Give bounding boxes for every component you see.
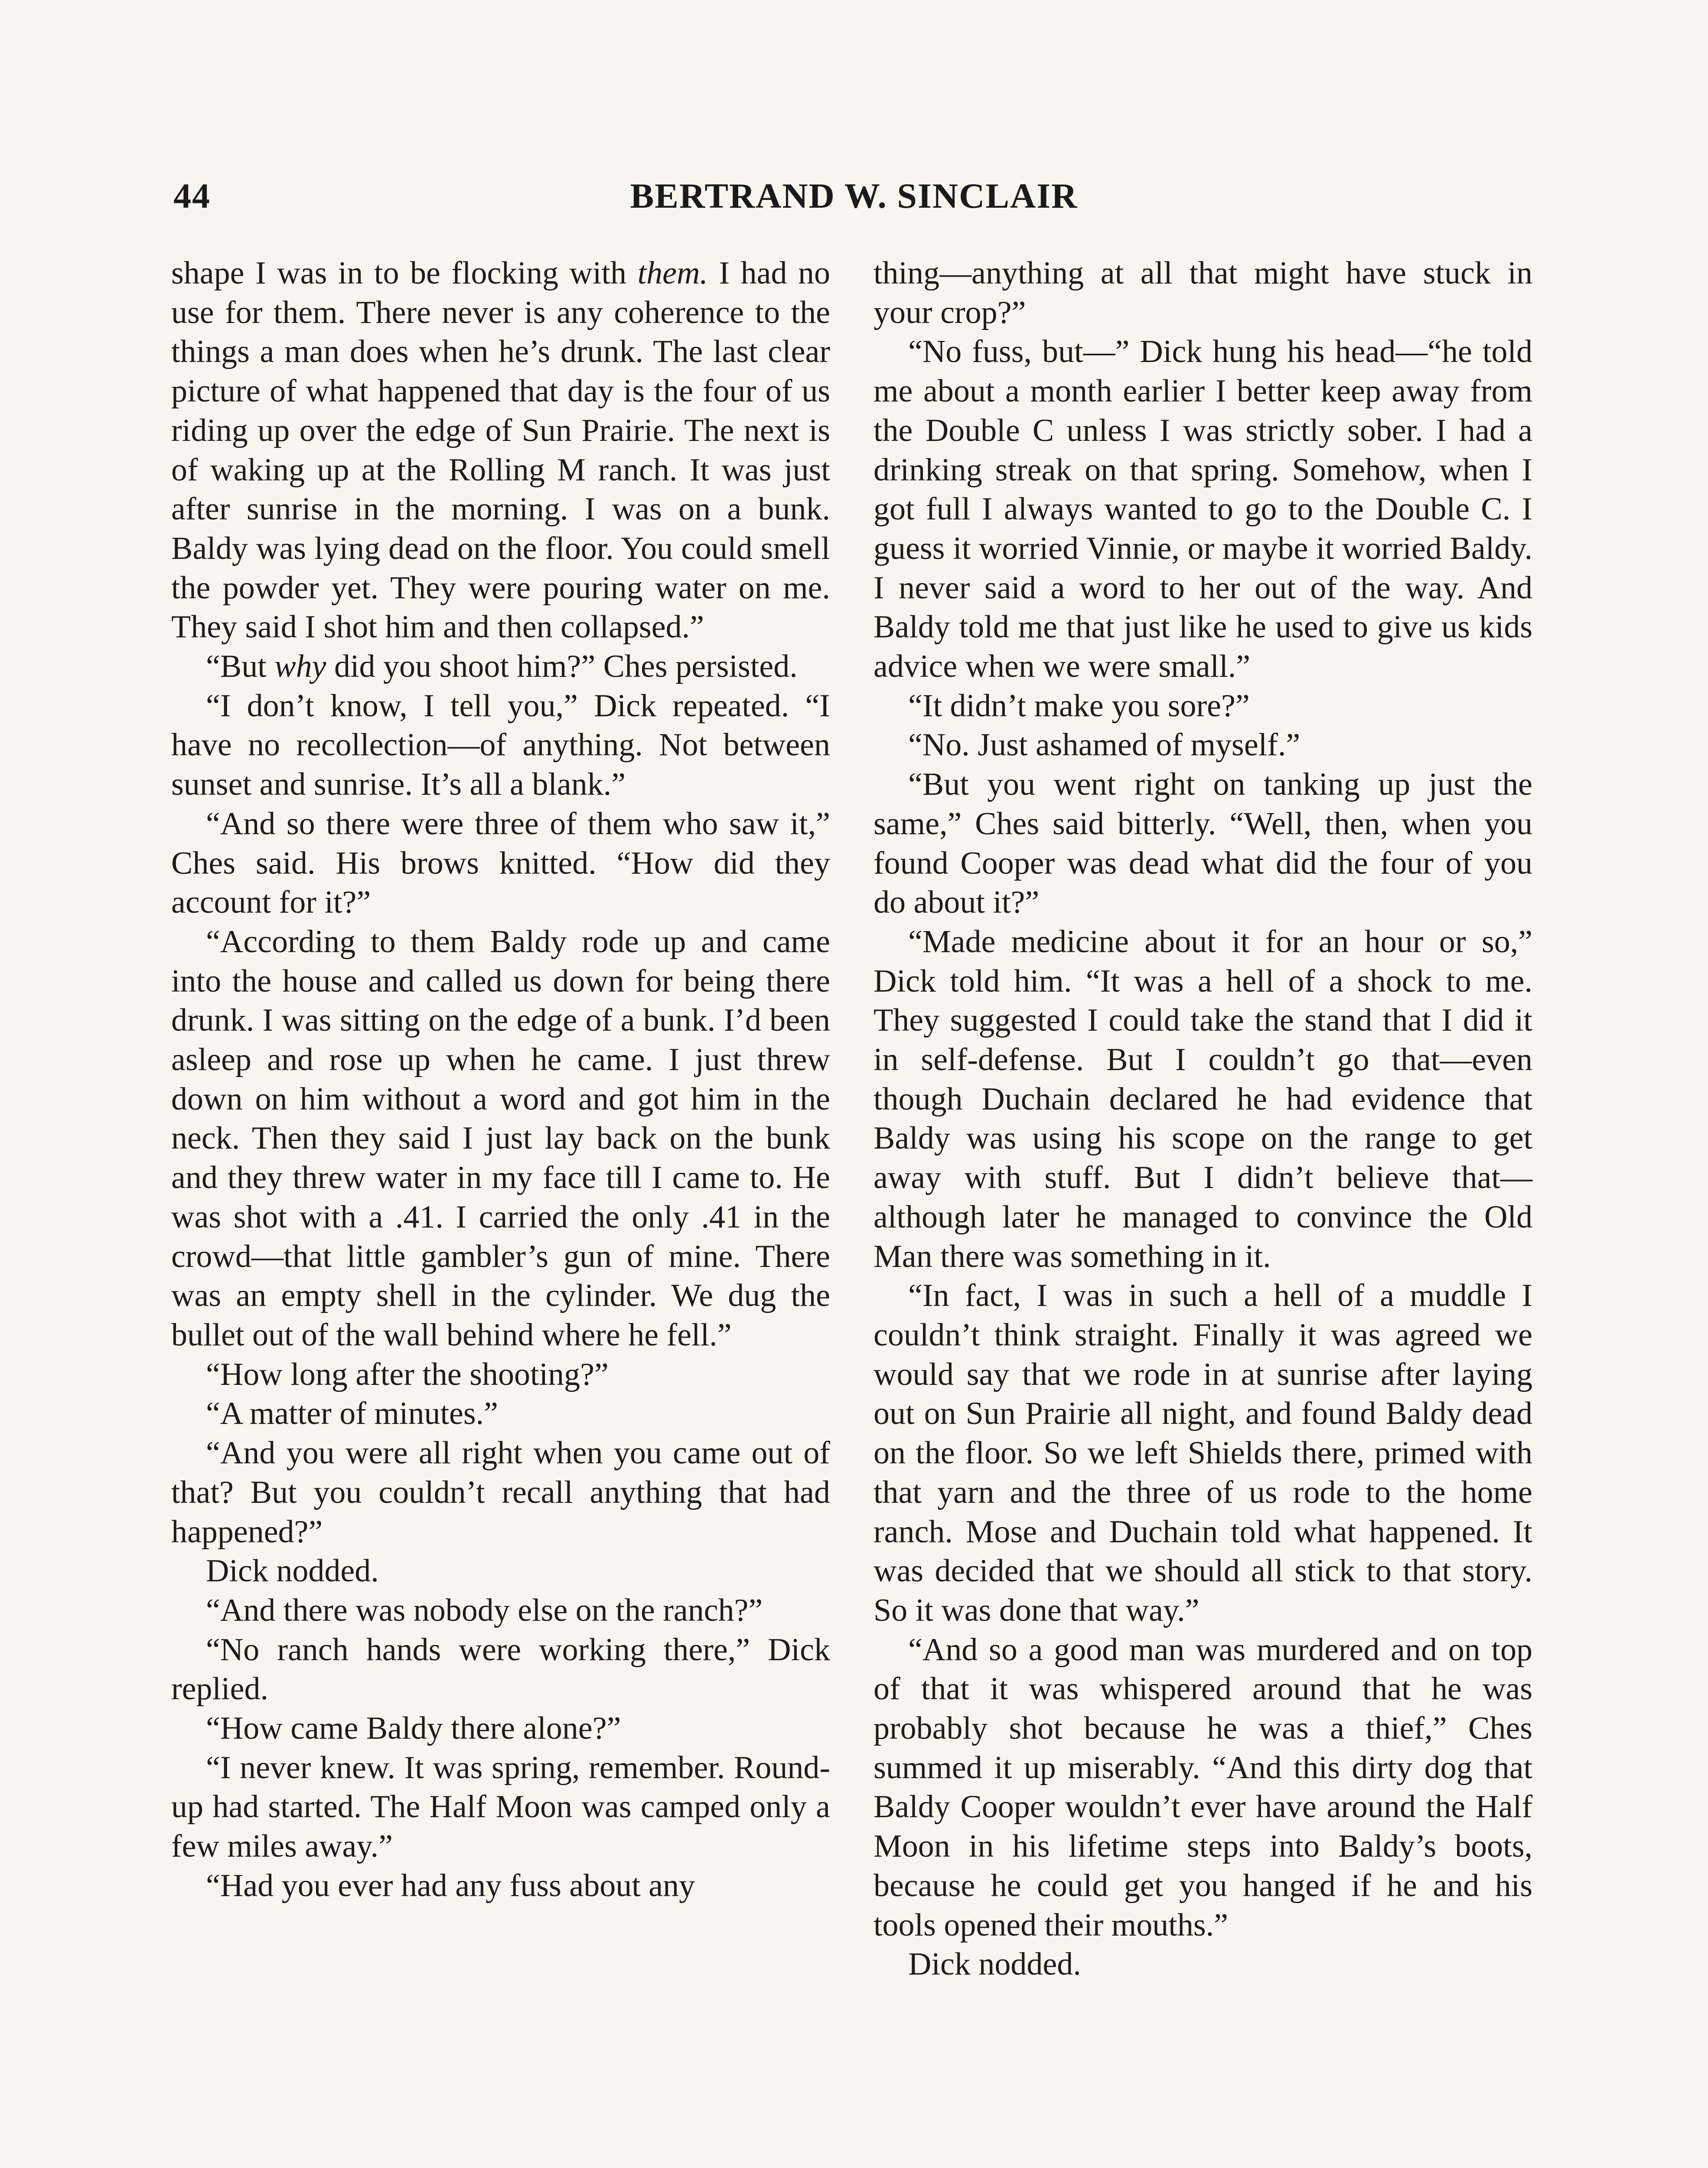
paragraph: Dick nodded.: [206, 1553, 379, 1589]
paragraph: Dick nodded.: [908, 1946, 1081, 1982]
paragraph: “And so a good man was murdered and on top of that it was whispered around that he was probably shot because he was a thief,” Ches summed it up miserably. “And this dirty dog that Baldy Cooper wouldn’t ever have around the Half Moon in his lifetime steps into Baldy’s boots, because he could get you hanged if he and his tools opened their mouths.”: [874, 1632, 1532, 1943]
paragraph: “No. Just ashamed of myself.”: [908, 727, 1301, 763]
paragraph: “Had you ever had any fuss about any: [206, 1868, 695, 1904]
paragraph: shape I was in to be flocking with them. I had no use for them. There never is any coherence to the things a man does when he’s drunk. The last clear picture of what happened that day is the four of us riding up over the edge of Sun Prairie. The next is of waking up at the Rolling M ranch. It was just after sunrise in the morning. I was on a bunk. Baldy was lying dead on the floor. You could smell the powder yet. They were pouring water on me. They said I shot him and then collapsed.”: [171, 255, 830, 645]
page-header: [173, 176, 1535, 223]
page-number: 44: [173, 176, 211, 215]
paragraph: “No fuss, but—” Dick hung his head—“he told me about a month earlier I better keep away from the Double C unless I was strictly sober. I had a drinking streak on that spring. Somehow, when I got full I always wanted to go to the Double C. I guess it worried Vinnie, or maybe it worried Baldy. I never said a word to her out of the way. And Baldy told me that just like he used to give us kids advice when we were small.”: [874, 334, 1532, 685]
emphasis: why: [274, 649, 326, 685]
paragraph: “But you went right on tanking up just the same,” Ches said bitterly. “Well, then, when you found Cooper was dead what did the four of you do about it?”: [874, 767, 1532, 921]
emphasis: them.: [637, 255, 708, 291]
paragraph: “In fact, I was in such a hell of a muddle I couldn’t think straight. Finally it was agreed we would say that we rode in at sunrise after laying out on Sun Prairie all night, and found Baldy dead on the floor. So we left Shields there, primed with that yarn and the three of us rode to the home ranch. Mose and Duchain told what happened. It was decided that we should all stick to that story. So it was done that way.”: [874, 1278, 1532, 1628]
paragraph: “A matter of minutes.”: [206, 1396, 499, 1432]
paragraph: “How came Baldy there alone?”: [206, 1711, 621, 1747]
paragraph: “Made medicine about it for an hour or so,” Dick told him. “It was a hell of a shock to me. They suggested I could take the stand that I did it in self-defense. But I couldn’t go that—even though Duchain declared he had evidence that Baldy was using his scope on the range to get away with stuff. But I didn’t believe that—although later he managed to convince the Old Man there was something in it.: [874, 924, 1532, 1274]
paragraph: “And you were all right when you came out of that? But you couldn’t recall anything that had happened?”: [171, 1435, 830, 1550]
paragraph: “No ranch hands were working there,” Dick replied.: [171, 1632, 830, 1707]
left-column: [171, 254, 830, 1906]
paragraph: “And so there were three of them who saw it,” Ches said. His brows knitted. “How did they account for it?”: [171, 806, 830, 921]
paragraph: “I don’t know, I tell you,” Dick repeated. “I have no recollection—of anything. Not between sunset and sunrise. It’s all a blank.”: [171, 688, 830, 803]
paragraph: “According to them Baldy rode up and came into the house and called us down for being there drunk. I was sitting on the edge of a bunk. I’d been asleep and rose up when he came. I just threw down on him without a word and got him in the neck. Then they said I just lay back on the bunk and they threw water in my face till I came to. He was shot with a .41. I carried the only .41 in the crowd—that little gambler’s gun of mine. There was an empty shell in the cylinder. We dug the bullet out of the wall behind where he fell.”: [171, 924, 830, 1353]
paragraph: “It didn’t make you sore?”: [908, 688, 1250, 724]
paragraph: thing—anything at all that might have stuck in your crop?”: [874, 255, 1532, 330]
paragraph: “I never knew. It was spring, remember. Round-up had started. The Half Moon was camped only a few miles away.”: [171, 1750, 830, 1864]
running-head: BERTRAND W. SINCLAIR: [630, 176, 1078, 215]
paragraph: “And there was nobody else on the ranch?”: [206, 1592, 763, 1628]
paragraph: “But why did you shoot him?” Ches persisted.: [206, 649, 798, 685]
paragraph: “How long after the shooting?”: [206, 1356, 609, 1392]
right-column: [874, 254, 1532, 1984]
